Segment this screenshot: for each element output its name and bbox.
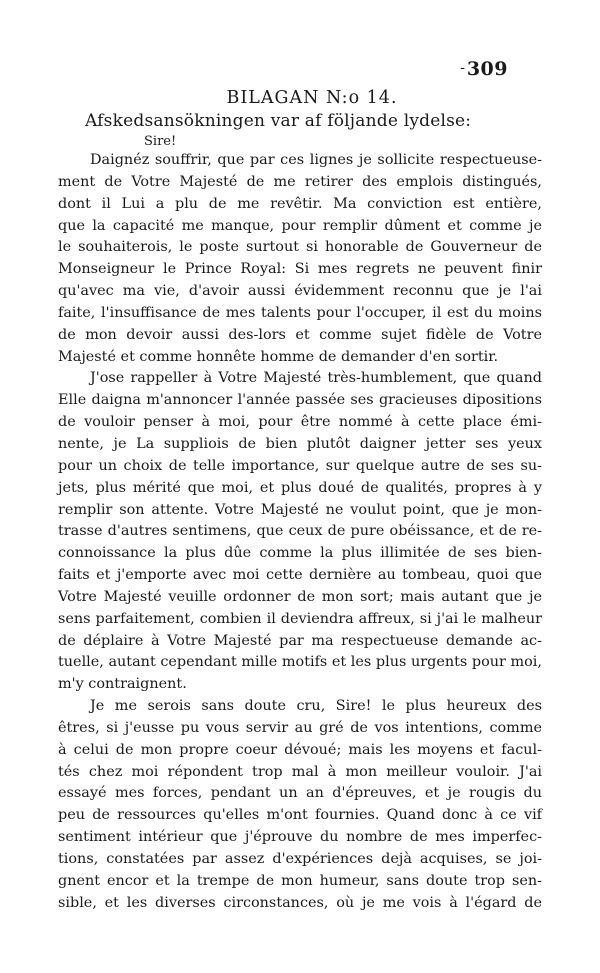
text-line: sens parfaitement, combien il deviendra affreux, si j'ai le malheur [58, 610, 542, 627]
text-line: peu de ressources qu'elles m'ont fournies. Quand donc à ce vif [58, 807, 542, 824]
text-line: connoissance la plus dûe comme la plus illimitée de ses bien- [58, 545, 542, 562]
paragraph [58, 696, 542, 914]
text-line: Elle daigna m'annoncer l'année passée ses gracieuses dipositions [58, 392, 542, 409]
text-line: faits et j'emporte avec moi cette dernière au tombeau, quoi que [58, 567, 542, 584]
text-line: tés chez moi répondent trop mal à mon meilleur vouloir. J'ai [58, 763, 542, 780]
text-line: Daignéz souffrir, que par ces lignes je sollicite respectueuse- [90, 152, 542, 168]
text-line: remplir son attente. Votre Majesté ne voulut point, que je mon- [58, 501, 542, 518]
text-line: gnent encor et la trempe de mon humeur, sans doute trop sen- [58, 872, 542, 889]
text-line: de déplaire à Votre Majesté par ma respectueuse demande ac- [58, 632, 542, 649]
text-line: de mon devoir aussi des-lors et comme sujet fidèle de Votre [58, 326, 542, 343]
text-line: dont il Lui a plu de me revêtir. Ma conviction est entière, [58, 195, 542, 212]
header-dash: - [460, 60, 465, 76]
text-line: jets, plus mérité que moi, et plus doué de qualités, propres à y [58, 479, 542, 496]
appendix-heading: BILAGAN N:o 14. [226, 88, 398, 108]
text-line: faite, l'insuffisance de mes talents pour l'occuper, il est du moins [58, 304, 542, 321]
text-line: Majesté et comme honnête homme de demander d'en sortir. [58, 348, 499, 365]
text-line: êtres, si j'eusse pu vous servir au gré de vos intentions, comme [58, 719, 542, 736]
text-line: tions, constatées par assez d'expériences dejà acquises, se joi- [58, 851, 542, 867]
paragraph [58, 150, 542, 368]
text-line: pour un choix de telle importance, sur quelque autre de ses su- [58, 457, 542, 474]
text-line: Monseigneur le Prince Royal: Si mes regrets ne peuvent finir [58, 261, 542, 278]
text-line: à celui de mon propre coeur dévoué; mais les moyens et facul- [58, 741, 542, 758]
text-line: ment de Votre Majesté de me retirer des emplois distingués, [58, 173, 542, 190]
text-line: Je me serois sans doute cru, Sire! le plus heureux des [90, 698, 542, 715]
text-line: nente, je La suppliois de bien plutôt daigner jetter ses yeux [58, 435, 542, 452]
text-line: sentiment intérieur que j'éprouve du nombre de mes imperfec- [58, 829, 542, 846]
text-line: tuelle, autant cependant mille motifs et les plus urgents pour moi, [58, 654, 542, 671]
text-line: que la capacité me manque, pour remplir dûment et comme je [58, 217, 542, 234]
page-number: 309 [466, 58, 508, 80]
text-line: m'y contraignent. [58, 676, 187, 693]
salutation: Sire! [144, 134, 177, 149]
text-line: essayé mes forces, pendant un an d'épreuves, et je rougis du [58, 785, 542, 802]
letter-body [58, 150, 542, 915]
text-line: le souhaiterois, le poste surtout si honorable de Gouverneur de [58, 239, 542, 256]
text-line: qu'avec ma vie, d'avoir aussi évidemment reconnu que je l'ai [58, 283, 542, 300]
text-line: sible, et les diverses circonstances, où je me vois à l'égard de [58, 894, 542, 911]
paragraph [58, 368, 542, 696]
text-line: Votre Majesté veuille ordonner de mon sort; mais autant que je [58, 588, 542, 605]
text-line: de vouloir penser à moi, pour être nommé à cette place émi- [58, 414, 542, 431]
text-line: J'ose rappeller à Votre Majesté très-humblement, que quand [90, 370, 542, 387]
text-line: trasse d'autres sentimens, que ceux de pure obéissance, et de re- [58, 523, 542, 540]
appendix-subheading: Afskedsansökningen var af följande lydelse: [85, 111, 472, 131]
